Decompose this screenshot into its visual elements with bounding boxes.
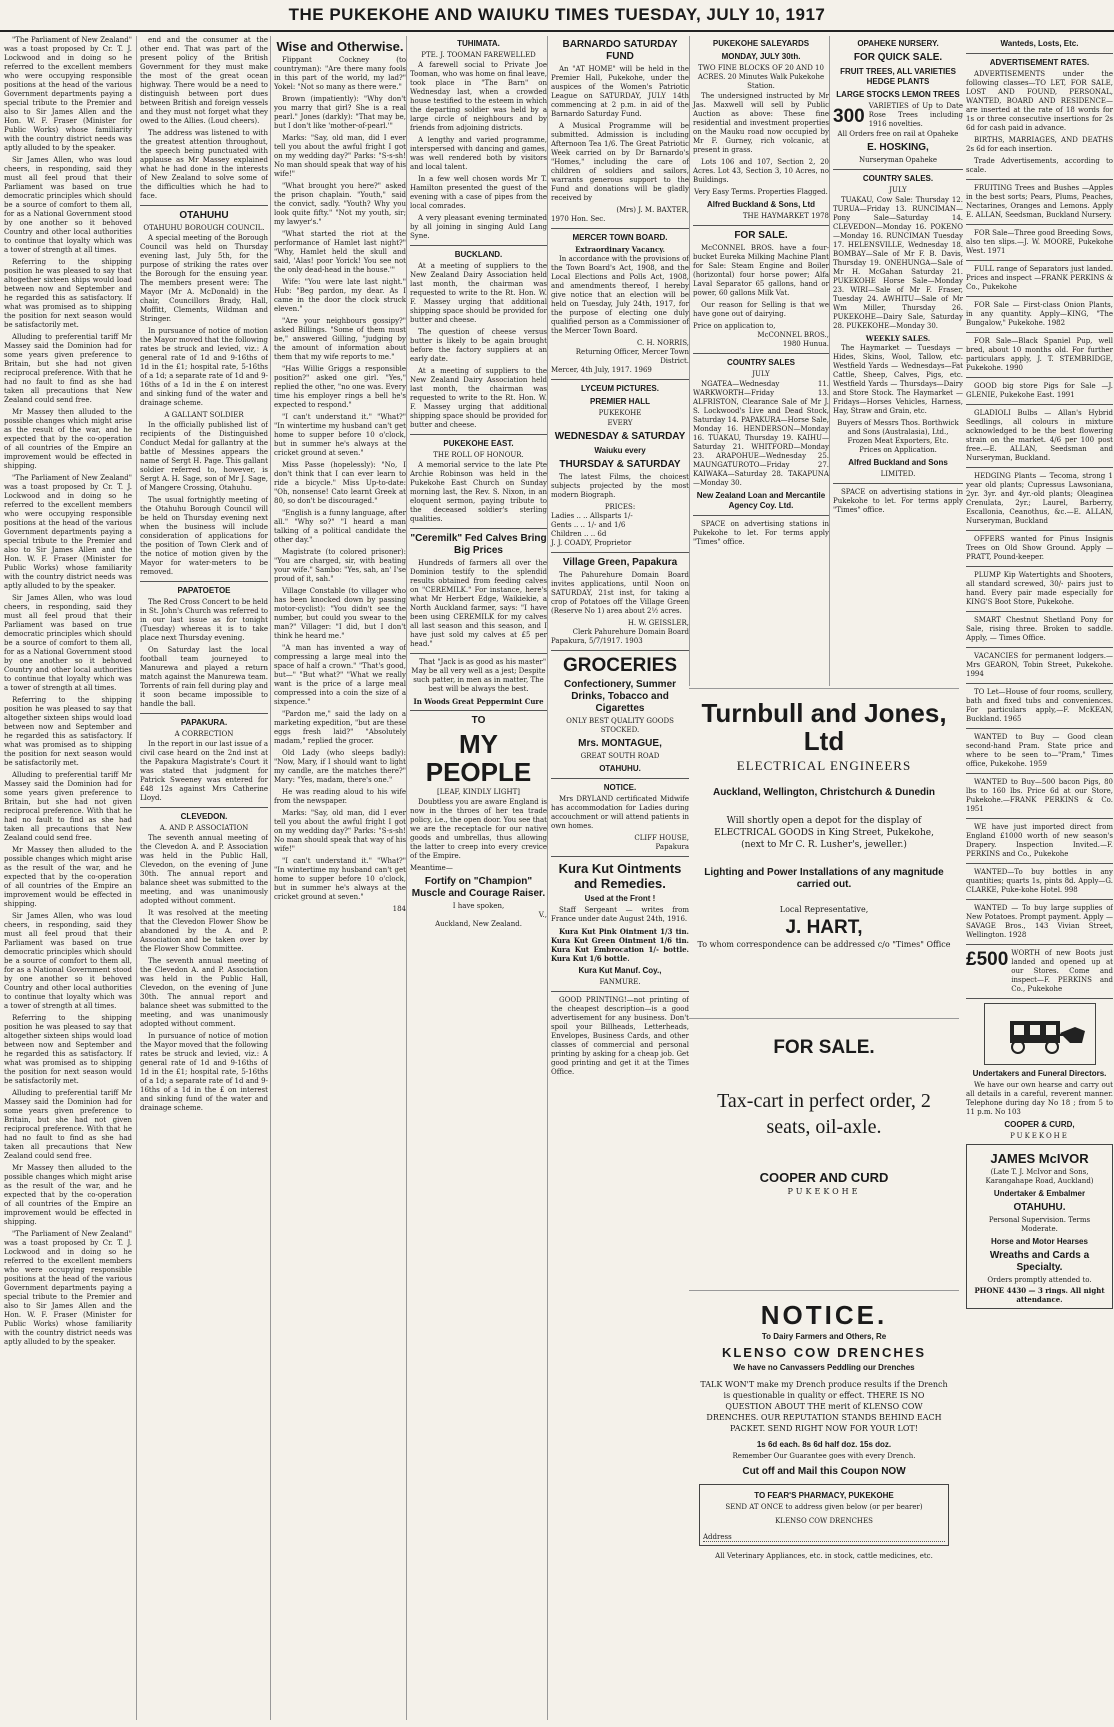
ad-address: GREAT SOUTH ROAD bbox=[580, 752, 660, 760]
article-paragraph: A special meeting of the Borough Council was held on Thursday evening last, July 5th, for the purpose of striking the rates over the Borough for the ensuing year. The members present were: The Mayor (Mr A. McDonald) in the chair, Councillors Brady, Hall, Moffitt, Clements, Wildman and Stringer. bbox=[140, 234, 268, 323]
ad-signature: I have spoken, bbox=[452, 902, 505, 910]
ad-signature: (Mrs) J. M. BAXTER, bbox=[616, 206, 689, 214]
ad-date: Papakura, 5/7/1917. 1903 bbox=[551, 637, 643, 645]
ad-body: Tax-cart in perfect order, 2 seats, oil-axle. bbox=[717, 1090, 931, 1138]
hearse-icon bbox=[990, 1009, 1090, 1059]
ad-date: Mercer, 4th July, 1917. 1969 bbox=[551, 366, 652, 374]
classified-ad: OFFERS wanted for Pinus Insignis Trees on Old Show Ground. Apply — PRATT, Pound-keeper. bbox=[966, 535, 1113, 561]
section-heading: OTAHUHU bbox=[179, 210, 229, 221]
ad-heading: GROCERIES bbox=[562, 655, 678, 676]
classified-ad: FOR Sale—Black Spaniel Pup, well bred, about 10 months old. For further particulars apply, J. T. STEMBRIDGE, Pukekohe. 1990 bbox=[966, 337, 1113, 372]
ad-brand: KLENSO COW DRENCHES bbox=[721, 1345, 927, 1360]
ad-body: The undersigned instructed by Mr Jas. Maxwell will sell by Public Auction as above: These fine residential and investment properties on the Mauku road now occupied by Mr F. Gurney, rich volcanic, at present in grass. bbox=[693, 92, 829, 154]
divider bbox=[551, 228, 689, 229]
ad-signature: McCONNEL BROS., bbox=[757, 331, 829, 339]
article-paragraph: In pursuance of notice of motion the Mayor moved that the following rates be struck and levied, viz.: A general rate of 1d and 9-16ths of 1d in the £1; hospital rate, 5-16ths of a 1d; a separate rate of 1d and 9-16ths of a 1d in the £ on interest and sinking fund of the water and drainage scheme. bbox=[140, 1032, 268, 1112]
divider bbox=[966, 260, 1113, 261]
ad-prices: PRICES: bbox=[604, 503, 636, 511]
ad-list: NGATEA—Wednesday 11. WARKWORTH—Friday 13. ALFRISTON, Clearance Sale of Mr J. S. Lockwood's Live and Dead Stock, Saturday 14. PAPAKURA—Horse Sale, Monday 16. HENDERSON—Monday 16. TUAKAU, Thursday 19. KAIHU—Saturday 21. WHITFORD—Monday 23. ARAPOHUE—Wednesday 25. MAUNGATUROTO—Friday 27. KAIWAKA—Saturday 28. TAKAPUNA—Monday 30. bbox=[693, 380, 829, 487]
ad-subheading: WEEKLY SALES. bbox=[865, 334, 931, 343]
ad-body: GOOD PRINTING!—not printing of the cheapest description—is a good advertisement for any business. Don't spoil your Billheads, Letterheads, Envelopes, Business Cards, and other classes of commercial and personal printing by asking for a cheap job. Get good printing and get it at the Times Office. bbox=[551, 996, 689, 1076]
ad-heading: NOTICE. bbox=[760, 1300, 888, 1330]
ad-heading: LYCEUM PICTURES. bbox=[581, 384, 659, 393]
ad-heading: JAMES McIVOR bbox=[990, 1151, 1089, 1166]
ad-body: The Pahurehure Domain Board invites applications, until Noon on SATURDAY, 21st inst, for taking a crop of Potatoes off the Village Green (Reserve No 1) area about 2½ acres. bbox=[551, 571, 689, 615]
article-paragraph: The seventh annual meeting of the Clevedon A. and P. Association was held in the Public Hall, Clevedon, on the evening of June 30th. The annual report and balance sheet was submitted to the meeting, and was unanimously adopted without comment. bbox=[140, 957, 268, 1028]
divider bbox=[140, 713, 268, 714]
article-paragraph: Referring to the shipping position he was pleased to say that altogether sixteen ships would load between now and September and he regarded this as satisfactory. If what was promised as to shipping the position for next season would be satisfactorily met. bbox=[4, 258, 132, 329]
article-paragraph: Referring to the shipping position he was pleased to say that altogether sixteen ships would load between now and September and he regarded this as satisfactory. If what was promised as to shipping the position for next season would be satisfactorily met. bbox=[4, 1014, 132, 1085]
article-paragraph: The seventh annual meeting of the Clevedon A. and P. Association was held in the Public Hall, Clevedon, on the evening of June 30th. The annual report and balance sheet was submitted to the meeting, and was unanimously adopted without comment. bbox=[140, 834, 268, 905]
article-paragraph: "Has Willie Griggs a responsible position?" asked one girl. "Yes," replied the other, "no one was. Every time his employer rings a bell he's expected to respond." bbox=[274, 365, 406, 409]
ad-price-row: Children .. .. 6d bbox=[551, 530, 607, 538]
ad-heading: FOR SALE. bbox=[734, 230, 788, 241]
ad-body: Our reason for Selling is that we have gone out of dairying. bbox=[693, 301, 829, 318]
article-paragraph: Referring to the shipping position he was pleased to say that altogether sixteen ships would load between now and September and he regarded this as satisfactory. If what was promised as to shipping the position for next season would be satisfactorily met. bbox=[4, 696, 132, 767]
classified-ad: WORTH of new Boots just landed and opened up at our Stores. Come and inspect—F. PERKINS and Co., Pukekohe bbox=[1011, 949, 1113, 993]
ad-signature: LIMITED. bbox=[880, 470, 916, 478]
ad-price-row: Ladies .. .. Allsparts 1/- bbox=[551, 512, 633, 520]
column-3 bbox=[270, 36, 406, 1720]
divider bbox=[551, 991, 689, 992]
section-heading: Wise and Otherwise. bbox=[276, 39, 404, 54]
ad-signature: THE HAYMARKET 1978 bbox=[742, 212, 829, 220]
classified-ad: FULL range of Separators just landed. Prices and inspect —FRANK PERKINS & Co., Pukekohe bbox=[966, 265, 1113, 291]
divider bbox=[966, 773, 1113, 774]
ad-price-row: Gents .. .. 1/- and 1/6 bbox=[551, 521, 626, 529]
classified-ad: FOR Sale — First-class Onion Plants, in any quantity. Apply—KING, "The Bungalow," Pukekohe. 1982 bbox=[966, 301, 1113, 327]
section-subheading: THE ROLL OF HONOUR. bbox=[433, 451, 524, 459]
ad-body: Prices on Application. bbox=[859, 446, 937, 454]
ad-heading: Wreaths and Cards a Specialty. bbox=[989, 1250, 1090, 1273]
divider bbox=[966, 530, 1113, 531]
divider bbox=[833, 483, 963, 484]
classified-ad-500 bbox=[966, 949, 1113, 994]
ad-heading: MERCER TOWN BOARD. bbox=[572, 233, 668, 242]
ad-heading: Turnbull and Jones, Ltd bbox=[701, 698, 947, 756]
divider bbox=[410, 710, 547, 711]
ad-heading: PUKEKOHE SALEYARDS bbox=[712, 39, 810, 48]
article-paragraph: Mr Massey then alluded to the possible changes which might arise as the result of the war, and he expected that by the co-operation of all countries of the Empire an improvement would be effected in shipping. bbox=[4, 846, 132, 908]
ad-body: The latest Films, the choicest subjects projected by the most modern Biograph. bbox=[551, 473, 689, 499]
column-7 bbox=[829, 36, 963, 686]
classified-ad: WANTED—To buy bottles in any quantities; quarts 1s, pints 8d. Apply—G. CLARKE, Puke-kohe Hotel. 998 bbox=[966, 868, 1113, 894]
article-paragraph: Sir James Allen, who was loud cheers, in responding, said they must all feel proud that their Parliament was based on true democratic principles which should be a source of comfort to them all, for as a National Government stood by one another so it behoved Country and other local authorities to continue that loyalty which was a tower of strength at all times. bbox=[4, 912, 132, 1010]
ad-heading: "Ceremilk" Fed Calves Bring Big Prices bbox=[410, 533, 547, 556]
ad-place: FANMURE. bbox=[599, 978, 641, 986]
divider bbox=[693, 225, 829, 226]
ad-subheading: ELECTRICAL ENGINEERS bbox=[736, 758, 912, 773]
article-paragraph: A very pleasant evening terminated by all joining in singing Auld Lang Syne. bbox=[410, 214, 547, 240]
ad-body: Hundreds of farmers all over the Dominion testify to the splendid results obtained from feeding calves on "CEREMILK." For instance, here's what Mr Herbert Edge, Waikiekie, a North Auckland farmer, says: "I have been using CEREMILK for my calves all last season and this season, and I have just sold my calves at £5 per head." bbox=[410, 559, 547, 648]
divider bbox=[140, 581, 268, 582]
classified-ad: WE have just imported direct from England £1000 worth of new season's Drapery. Inspection Invited.—F. PERKINS and Co., Pukekohe bbox=[966, 823, 1113, 858]
ad-heading: COUNTRY SALES. bbox=[862, 174, 934, 183]
divider bbox=[551, 778, 689, 779]
ad-cities: Auckland, Wellington, Christchurch & Dunedin bbox=[712, 787, 936, 798]
ad-heading: COUNTRY SALES bbox=[726, 358, 795, 367]
ad-signature: Alfred Buckland & Sons, Ltd bbox=[706, 200, 815, 209]
ad-rep: Local Representative, bbox=[779, 905, 869, 914]
section-subheading: A. AND P. ASSOCIATION bbox=[159, 824, 249, 832]
ad-heading: OPAHEKE NURSERY. bbox=[857, 39, 939, 48]
ad-waiuku: Waiuku every bbox=[594, 446, 646, 455]
ad-heading: NOTICE. bbox=[603, 783, 637, 792]
article-paragraph: "What started the riot at the performance of Hamlet last night?" "Why, Hamlet held the skull and said, 'Alas! poor Yorick! You see not the only dead-head in the house.'" bbox=[274, 230, 406, 274]
divider bbox=[693, 515, 829, 516]
ad-body: Frozen Meat Exporters, Etc. bbox=[847, 437, 949, 445]
ad-subheading: Used at the Front ! bbox=[584, 894, 656, 903]
ad-name: Mrs. MONTAGUE, bbox=[578, 738, 662, 749]
ad-signature: PUKEKOHE bbox=[787, 1187, 861, 1196]
divider bbox=[140, 807, 268, 808]
ad-signature: 1980 Hunua. bbox=[782, 340, 829, 348]
article-paragraph: "The Parliament of New Zealand" was a toast proposed by Cr. T. J. Lockwood and in doing so he referred to the excellent members who were occupying responsible positions at the head of the various Government departments paying a special tribute to the Premier and also to Sir James Allen and the Hon. W. F. Fraser (Minister for Public Works) whose familiarity with the country district needs was aptly alluded to by the speaker. bbox=[4, 1230, 132, 1346]
classified-ad: FOR Sale—Three good Breeding Sows, also ten slips.—J. W. MOORE, Pukekohe West. 1971 bbox=[966, 229, 1113, 255]
classified-ad: WANTED — To buy large supplies of New Potatoes. Prompt payment. Apply — SAVAGE Bros., 143 Vivian Street, Wellington. 1928 bbox=[966, 904, 1113, 939]
ad-body: We have no Canvassers Peddling our Drenches bbox=[733, 1363, 915, 1372]
article-paragraph: Alluding to preferential tariff Mr Massey said the Dominion had for some years given preference to Britain, but she had not given reciprocal preference. With that he had no fault to find as she had taken all precautions that New Zealand could send free. bbox=[4, 771, 132, 842]
ad-maker: Kura Kut Manuf. Coy., bbox=[578, 966, 662, 975]
article-paragraph: The usual fortnightly meeting of the Otahuhu Borough Council will be held on Thursday evening next when the business will include consideration of applications for the position of Town Clerk and of the notice of motion given by the Mayor for water-meters to be removed. bbox=[140, 496, 268, 576]
article-paragraph: "A man has invented a way of compressing a large meal into the space of half a crown." "That's good, but—" "But what?" "What we really want is the price of a large meal compressed into a coin the size of a sixpence." bbox=[274, 644, 406, 706]
divider bbox=[410, 245, 547, 246]
section-heading: Wanteds, Losts, Etc. bbox=[1000, 39, 1079, 48]
ad-signature: Papakura bbox=[655, 843, 689, 851]
ad-heading: FOR SALE. bbox=[773, 1037, 875, 1058]
article-paragraph: Alluding to preferential tariff Mr Massey said the Dominion had for some years given preference to Britain, but she had not given reciprocal preference. With that he had no fault to find as she had taken all precautions that New Zealand could send free. bbox=[4, 1089, 132, 1160]
ad-rep-name: J. HART, bbox=[785, 917, 863, 938]
article-paragraph: On Saturday last the local football team journeyed to Manurewa and played a return match against the Manurewa team. Torrents of rain fell during play and it soon became impossible to handle the ball. bbox=[140, 646, 268, 708]
ad-body: All Orders free on rail at Opaheke bbox=[837, 130, 959, 138]
coupon-to: TO FEAR'S PHARMACY, PUKEKOHE bbox=[754, 1491, 894, 1500]
ad-signature: PUKEKOHE bbox=[1010, 1132, 1069, 1140]
ad-body: Buyers of Messrs Thos. Borthwick and Sons (Australasia), Ltd., bbox=[837, 419, 959, 436]
ad-subheading: (Late T. J. McIvor and Sons, Karangahape Road, Auckland) bbox=[985, 1168, 1094, 1185]
classified-ad: GOOD big store Pigs for Sale —J. GLENIE, Pukekohe East. 1991 bbox=[966, 382, 1113, 399]
ad-town: OTAHUHU. bbox=[1013, 1202, 1066, 1213]
ad-signature: 1970 Hon. Sec. bbox=[551, 215, 606, 223]
article-paragraph: A farewell social to Private Joe Tooman, who was home on final leave, took place in "The Barn" on Wednesday last, when a crowded house testified to the esteem in which the departing soldier was held by a large circle of neighbours and by friends from adjoining districts. bbox=[410, 61, 547, 132]
divider bbox=[966, 332, 1113, 333]
ad-body: ADVERTISEMENTS under the following classes—TO LET, FOR SALE, LOST AND FOUND, PERSONAL, WANTED, BOARD AND RESIDENCE—are inserted at the rate of 18 words for 1s or three consecutive insertions for 2s 6d for cash paid in advance. bbox=[966, 70, 1113, 132]
column-end-number: 184 bbox=[392, 905, 406, 913]
article-paragraph: It was resolved at the meeting that the Clevedon Flower Show be abandoned by the A. and P. Association and be taken over by the Flower Show Committee. bbox=[140, 909, 268, 953]
ad-place: Auckland, New Zealand. bbox=[435, 920, 522, 928]
article-paragraph: "The Parliament of New Zealand" was a toast proposed by Cr. T. J. Lockwood and in doing so he referred to the excellent members who were occupying responsible positions at the head of the various Government departments paying a special tribute to the Premier and also to Sir James Allen and the Hon. W. F. Fraser (Minister for Public Works) whose familiarity with the country district needs was aptly alluded to by the speaker. bbox=[4, 474, 132, 590]
article-paragraph: In the officially published list of recipients of the Distinguished Conduct Medal for gallantry at the battle of Messines appears the name of Sergt H. Page. This gallant soldier referred to, however, is Sergt A. H. Sage, son of Mr J. Sage, of Mangere Crossing, Otahuhu. bbox=[140, 421, 268, 492]
ad-body: Personal Supervision. Terms Moderate. bbox=[988, 1216, 1091, 1233]
mcivor-ad bbox=[966, 1144, 1113, 1309]
ad-date: MONDAY, JULY 30th. bbox=[721, 52, 801, 61]
divider bbox=[410, 653, 547, 654]
divider bbox=[551, 379, 689, 380]
article-paragraph: Mr Massey then alluded to the possible changes which might arise as the result of the war, and he expected that by the co-operation of all countries of the Empire an improvement would be effected in shipping. bbox=[4, 1164, 132, 1226]
ad-signature: Nurseryman Opaheke bbox=[859, 156, 937, 164]
column-6 bbox=[689, 36, 829, 686]
divider bbox=[966, 404, 1113, 405]
divider bbox=[966, 611, 1113, 612]
ad-body: ONLY BEST QUALITY GOODS STOCKED. bbox=[566, 717, 674, 734]
divider bbox=[140, 205, 268, 206]
divider bbox=[966, 224, 1113, 225]
hearse-illustration bbox=[984, 1003, 1096, 1065]
ad-body: Mrs DRYLAND certificated Midwife has accommodation for Ladies during accouchment or will attend patients in own homes. bbox=[551, 795, 689, 830]
ad-month: JULY bbox=[752, 370, 770, 378]
ad-month: JULY bbox=[889, 186, 907, 194]
ad-subheading: Extraordinary Vacancy. bbox=[575, 245, 665, 254]
ad-body: Lots 106 and 107, Section 2, 20 Acres. Lot 43, Section 3, 10 Acres, no Buildings. bbox=[693, 158, 829, 184]
ad-subheading: FOR QUICK SALE. bbox=[853, 52, 943, 63]
column-2 bbox=[136, 36, 268, 1720]
article-paragraph: Village Constable (to villager who has been knocked down by passing motor-cyclist): "You didn't see the number, but could you swear to the man?" Villager: "I did, but I don't think he heard me." bbox=[274, 587, 406, 640]
ad-heading: Undertakers and Funeral Directors. bbox=[972, 1069, 1107, 1078]
ad-body: Horse and Motor Hearses bbox=[991, 1237, 1088, 1246]
ad-body: In accordance with the provisions of the Town Board's Act, 1908, and the Local Elections and Polls Act, 1908, and amendments thereof, I hereby give notice that an election will be held on Tuesday, July 24th, 1917, for the purpose of electing one duly qualified person as a Commissioner of the Mercer Town Board. bbox=[551, 255, 689, 335]
divider bbox=[966, 899, 1113, 900]
divider bbox=[410, 434, 547, 435]
ad-body: The Haymarket — Tuesdays — Hides, Skins, Wool, Tallow, etc. Westfield Yards — Wednesdays—Fat Cattle, Sheep, Calves, Pigs, etc. Westfield Yards — Thursdays—Dairy and Store Stock. The Haymarket — Fridays—Horses Vehicles, Harness, Hay, Straw and Grain, etc. bbox=[833, 344, 963, 415]
article-paragraph: "What brought you here?" asked the prison chaplain. "Youth," said the convict, sadly. "Youth? Why you look quite fifty." "Not my youth, sir; my lawyer's." bbox=[274, 182, 406, 226]
ad-prices: 1s 6d each. 8s 6d half doz. 15s doz. bbox=[756, 1440, 892, 1449]
divider bbox=[966, 566, 1113, 567]
ad-body: Staff Sergeant — writes from France under date August 24th, 1916. bbox=[551, 906, 689, 923]
ad-signature: COOPER & CURD, bbox=[1004, 1120, 1075, 1129]
ad-number: 300 bbox=[833, 105, 865, 127]
ad-body: An "AT HOME" will be held in the Premier Hall, Pukekohe, under the auspices of the Women's Patriotic League on SATURDAY, JULY 14th commencing at 2 p.m. in aid of the Barnardo Saturday Fund. bbox=[551, 65, 689, 118]
ad-place: PUKEKOHE bbox=[598, 409, 642, 417]
ad-body: Trade Advertisements, according to scale. bbox=[966, 157, 1113, 174]
article-paragraph: "I can't understand it." "What?" "In wintertime my husband can't get home to supper before 10 o'clock, but in summer he's always at the cricket ground at seven." bbox=[274, 857, 406, 901]
ad-items: Kura Kut Pink Ointment 1/3 tin. Kura Kut Green Ointment 1/6 tin. Kura Kut Embrocation 1/- bottle. Kura Kut 1/6 bottle. bbox=[551, 927, 689, 963]
article-paragraph: "English is a funny language, after all." "Why so?" "I heard a man talking of a political candidate the other day." bbox=[274, 509, 406, 544]
article-paragraph: He was reading aloud to his wife from the newspaper. bbox=[274, 788, 406, 805]
ad-subheading: [LEAF, KINDLY LIGHT] bbox=[436, 788, 521, 796]
ad-phone: PHONE 4430 — 3 rings. All night attendance. bbox=[974, 1286, 1105, 1304]
classified-ad: VACANCIES for permanent lodgers.—Mrs GEARON, Tobin Street, Pukekohe. 1994 bbox=[966, 652, 1113, 678]
coupon-send: SEND AT ONCE to address given below (or per bearer) bbox=[725, 1503, 923, 1511]
divider bbox=[966, 377, 1113, 378]
ad-varieties bbox=[833, 102, 963, 129]
ad-signature: E. HOSKING, bbox=[867, 142, 929, 153]
classified-ad: WANTED to Buy — Good clean second-hand Pram. State price and where to be seen to—"Pram," Times office, Pukekohe. 1959 bbox=[966, 733, 1113, 768]
column-5 bbox=[547, 36, 689, 1720]
section-heading: TUHIMATA. bbox=[457, 39, 500, 48]
article-paragraph: In the report in our last issue of a civil case heard on the 2nd inst at the Papakura Magistrate's Court it was stated that judgment for Patrick Sweeney was entered for £48 12s against Mrs Catherine Lloyd. bbox=[140, 740, 268, 802]
ad-body: Will shortly open a depot for the display of ELECTRICAL GOODS in King Street, Pukekohe, (next to Mr C. R. Lusher's, jeweller.) bbox=[714, 816, 934, 850]
ad-signature: New Zealand Loan and Mercantile Agency Coy. Ltd. bbox=[696, 491, 826, 510]
ad-signature: V., bbox=[538, 911, 547, 919]
article-paragraph: A lengthy and varied programme, interspersed with dancing and games, was well rendered both by visitors and local talent. bbox=[410, 136, 547, 171]
article-paragraph: A memorial service to the late Pte Archie Robinson was held in the Pukekohe East Church on Sunday morning last, the Rev. S. Nixon, in an eloquent sermon, paying tribute to the deceased soldier's sterling qualities. bbox=[410, 461, 547, 523]
ad-heading: Kura Kut Ointments and Remedies. bbox=[558, 861, 682, 891]
ad-body: We have our own hearse and carry out all details in a careful, reverent manner. Telephone during day No 18 ; from 5 to 11 p.m. No 103 bbox=[966, 1081, 1113, 1116]
divider bbox=[966, 179, 1113, 180]
classified-ad: HEDGING Plants — Tecoma, strong 1 year old plants; Cupressus Lawsoniana, 2yr. 3yr. and 4yr.-old plants; Oleaginea Crenulata, 2yr.; Laurel, Barberry, Escallonia, Ceanothus, &c.—E. ALLAN, Nurseryman, Buckland bbox=[966, 472, 1113, 525]
section-subheading: A CORRECTION bbox=[174, 730, 234, 738]
section-subheading: A GALLANT SOLDIER bbox=[164, 411, 244, 419]
article-paragraph: Mr Massey then alluded to the possible changes which might arise as the result of the war, and he expected that by the co-operation of all countries of the Empire an improvement would be effected in shipping. bbox=[4, 408, 132, 470]
ad-signature: Returning Officer, Mercer Town District. bbox=[575, 348, 689, 365]
ad-body: TWO FINE BLOCKS OF 20 AND 10 ACRES. 20 Minutes Walk Pukekohe Station. bbox=[697, 64, 825, 90]
ad-body: SPACE on advertising stations in Pukekohe to let. For terms apply "Times" office. bbox=[833, 488, 963, 514]
classified-ad: FRUITING Trees and Bushes —Apples in the best sorts; Pears, Plums, Peaches, Nectarines, Oranges and Lemons. Apply E. ALLAN, Seedsman, Buckland Nursery. bbox=[966, 184, 1113, 219]
ad-signature: Alfred Buckland and Sons bbox=[848, 458, 948, 467]
ad-signature: CLIFF HOUSE, bbox=[634, 834, 689, 842]
section-heading: PAPAKURA. bbox=[180, 718, 228, 727]
article-paragraph: "The Parliament of New Zealand" was a toast proposed by Cr. T. J. Lockwood and in doing so he referred to the excellent members who were occupying responsible positions at the head of the various Government departments paying a special tribute to the Premier and also to Sir James Allen and the Hon. W. F. Fraser (Minister for Public Works) whose familiarity with the country district needs was aptly alluded to by the speaker. bbox=[4, 36, 132, 152]
article-paragraph: The Red Cross Concert to be held in St. John's Church was referred to in our last issue as for tonight (Tuesday) whereas it is to take place next Thursday evening. bbox=[140, 598, 268, 642]
column-1 bbox=[4, 36, 132, 1720]
divider bbox=[833, 169, 963, 170]
divider bbox=[966, 863, 1113, 864]
article-paragraph: In a few well chosen words Mr T. Hamilton presented the guest of the evening with a case of pipes from the local comrades. bbox=[410, 175, 547, 210]
section-heading: CLEVEDON. bbox=[180, 812, 228, 821]
divider bbox=[966, 53, 1113, 54]
ad-signature: C. H. NORRIS, bbox=[636, 339, 689, 347]
coupon bbox=[699, 1484, 949, 1546]
article-paragraph: The address was listened to with the greatest attention throughout, the speech being punctuated with applause as Mr Massey explained what he had done in the interests of New Zealand to solve some of the difficulties which he had to face. bbox=[140, 129, 268, 200]
article-paragraph: "Pardon me," said the lady on a marketing expedition, "but are these eggs fresh laid?" "Absolutely madam," replied the grocer. bbox=[274, 710, 406, 745]
article-paragraph: Brown (impatiently): "Why don't you marry that girl? She is a real pearl." Jones (darkly): "That may be, but I don't like 'mother-of-pearl.'" bbox=[274, 95, 406, 130]
ad-subheading: To Dairy Farmers and Others, Re bbox=[761, 1332, 887, 1341]
ad-town: OTAHUHU. bbox=[599, 764, 641, 773]
divider bbox=[966, 818, 1113, 819]
divider bbox=[966, 647, 1113, 648]
column-8 bbox=[963, 36, 1113, 1720]
article-paragraph: At a meeting of suppliers to the New Zealand Dairy Association held last month, the chairman was requested to write to the Rt. Hon. W. F. Massey urging that additional shipping space should be provided for butter and cheese. bbox=[410, 367, 547, 429]
ad-days: WEDNESDAY & SATURDAY bbox=[554, 431, 686, 442]
ad-body: BIRTHS, MARRIAGES, AND DEATHS 2s 6d for each insertion. bbox=[966, 136, 1113, 153]
article-paragraph: Sir James Allen, who was loud cheers, in responding, said they must all feel proud that their Parliament was based on true democratic principles which should be a source of comfort to them all, for as a National Government stood by one another so it behoved Country and other local authorities to continue that loyalty which was a tower of strength at all times. bbox=[4, 156, 132, 254]
ad-body: Lighting and Power Installations of any magnitude carried out. bbox=[704, 867, 944, 890]
ad-body: McCONNEL BROS. have a four-bucket Eureka Milking Machine Plant for Sale: Steam Engine and Boiler (horizontal) four horse power; Alfa Laval Separator 65 gallons, hand or power, 60 gallons Milk Vat. bbox=[693, 244, 829, 297]
ad-heading: Fortify on "Champion" Muscle and Courage Raiser. bbox=[411, 876, 546, 899]
divider bbox=[966, 683, 1113, 684]
section-heading: PAPATOETOE bbox=[177, 586, 231, 595]
ad-signature: Clerk Pahurehure Domain Board bbox=[572, 628, 689, 636]
divider bbox=[693, 353, 829, 354]
ad-heading: BARNARDO SATURDAY FUND bbox=[562, 39, 678, 62]
divider bbox=[966, 467, 1113, 468]
article-paragraph: Marks: "Say, old man, did I ever tell you about the awful fright I got on my wedding day?" Parks: "S-s-sh! No man should speak that way of his wife!" bbox=[274, 809, 406, 853]
article-paragraph: end and the consumer at the other end. That was part of the present policy of the British Government for they must make the most of the great ocean highway. There would be a need to distinguish between port dues between British and foreign vessels and they must not forget what they owed to the Allies. (Loud cheers). bbox=[140, 36, 268, 125]
article-paragraph: Flippant Cockney (to countryman): "Are there many fools in this part of the world, my lad?" Yokel: "Not so many as there were." bbox=[274, 56, 406, 91]
divider bbox=[966, 728, 1113, 729]
classified-ad: PLUMP Kip Watertights and Shooters, all standard screwed, 30/- pairs just to hand. Every pair made especially for KING'S Boot Store, Pukekohe. bbox=[966, 571, 1113, 606]
poem: That "Jack is as good as his master" May be all very well as a jest; Despite such patter, in men as in matter, The best will be always the best. bbox=[411, 658, 547, 693]
poem-end: In Woods Great Peppermint Cure bbox=[413, 697, 544, 706]
section-heading: BUCKLAND. bbox=[454, 250, 503, 259]
ad-body: Remember Our Guarantee goes with every Drench. bbox=[732, 1452, 916, 1460]
column-4 bbox=[406, 36, 547, 1720]
ad-cut-coupon: Cut off and Mail this Coupon NOW bbox=[742, 1466, 906, 1477]
ad-signature: COOPER AND CURD bbox=[759, 1170, 889, 1185]
article-paragraph: Marks: "Say, old man, did I ever tell you about the awful fright I got on my wedding day?" Parks: "S-s-sh! No man should speak that way of his wife!" bbox=[274, 134, 406, 178]
tax-cart-ad bbox=[689, 1018, 959, 1289]
ad-body: Very Easy Terms. Properties Flagged. bbox=[694, 188, 828, 196]
coupon-address: Address bbox=[703, 1533, 945, 1542]
classified-ad: GLADIOLI Bulbs — Allan's Hybrid Seedlings, all colours in mixture acknowledged to be the best flowering strain on the market. 4/6 per 100 post free.—E. ALLAN, Seedsman and Nurseryman, Buckland. bbox=[966, 409, 1113, 462]
divider bbox=[410, 528, 547, 529]
ad-body: TALK WON'T make my Drench produce results if the Drench is questionable in quality or effect. THERE IS NO QUESTION ABOUT THE merit of KLENSO COW DRENCHES. OUR REPUTATION STANDS BEHIND EACH PACKET. SEND RIGHT NOW FOR YOUR LOT! bbox=[700, 1380, 948, 1433]
divider bbox=[966, 296, 1113, 297]
article-paragraph: Sir James Allen, who was loud cheers, in responding, said they must all feel proud that their Parliament was based on true democratic principles which should be a source of comfort to them all, for as a National Government stood by one another so it behoved Country and other local authorities to continue that loyalty which was a tower of strength at all times. bbox=[4, 594, 132, 692]
article-paragraph: At a meeting of suppliers to the New Zealand Dairy Association held last month, the chairman was requested to write to the Rt. Hon. W. F. Massey urging that additional shipping space should be provided for butter and cheese. bbox=[410, 262, 547, 324]
ad-subheading: PREMIER HALL bbox=[590, 397, 650, 406]
section-subheading: OTAHUHU BOROUGH COUNCIL. bbox=[143, 224, 265, 232]
article-paragraph: Miss Passe (hopelessly): "No, I don't think that I can ever learn to ride a bicycle." Miss Up-to-date: "Oh, nonsense! Cato learnt Greek at 80, so don't be discouraged." bbox=[274, 461, 406, 505]
ad-heading: MY PEOPLE bbox=[425, 729, 532, 787]
ad-body: Orders promptly attended to. bbox=[987, 1276, 1092, 1284]
ad-heading: Village Green, Papakura bbox=[562, 557, 678, 568]
coupon-product: KLENSO COW DRENCHES bbox=[775, 1517, 873, 1525]
divider bbox=[966, 998, 1113, 999]
ad-body: Doubtless you are aware England is now in the throes of her tea trade policy, i.e., the open door. You see that we are the receptacle for our native goods and umbrellas, thus allowing the latter to creep into every crevice of the Empire. bbox=[410, 798, 547, 860]
divider bbox=[551, 856, 689, 857]
masthead bbox=[0, 0, 1114, 32]
classified-ad: SMART Chestnut Shetland Pony for Sale, rising three. Broken to saddle. Apply, — Times Office. bbox=[966, 616, 1113, 642]
ad-heading: ADVERTISEMENT RATES. bbox=[989, 58, 1090, 67]
ad-body: SPACE on advertising stations in Pukekohe to let. For terms apply "Times" office. bbox=[693, 520, 829, 546]
ad-number-text: VARIETIES of Up to Date Rose Trees including 1916 novelties. bbox=[868, 102, 963, 128]
ad-subheading: Confectionery, Summer Drinks, Tobacco and Cigarettes bbox=[563, 679, 677, 714]
ad-list: TUAKAU, Cow Sale: Thursday 12. TURUA—Friday 13. RUNCIMAN—Pony Sale—Saturday 14. CLEVEDON—Monday 16. POKENO—Monday 16. RUNCIMAN Tuesday 17. HELENSVILLE, Wednesday 18. BOMBAY—Sale of Mr F. B. Davis, Thursday 19. ONEHUNGA—Sale of Mr H. McGahan Saturday 21. PUKEKOHE Horse Sale—Monday 23. WIRI—Sale of Mr F. Fraser, Tuesday 24. AWHITU—Sale of Mr Wm Miller, Thursday 26. PUKEKOHE—Dairy Sale, Saturday 28. PUKEKOHE—Monday 30. bbox=[833, 196, 963, 330]
ad-every: EVERY bbox=[607, 419, 633, 427]
article-paragraph: Alluding to preferential tariff Mr Massey said the Dominion had for some years given preference to Britain, but she had not given reciprocal preference. With that he had no fault to find as she had taken all precautions that New Zealand could send free. bbox=[4, 333, 132, 404]
article-paragraph: "I can't understand it." "What?" "In wintertime my husband can't get home to supper before 10 o'clock, but in summer he's always at the cricket ground at seven." bbox=[274, 413, 406, 457]
divider bbox=[551, 650, 689, 651]
klenso-notice-ad bbox=[689, 1290, 959, 1721]
ad-body: Price on application to, bbox=[693, 322, 776, 330]
ad-footer: All Veterinary Appliances, etc. in stock, cattle medicines, etc. bbox=[715, 1552, 933, 1560]
ad-body: A Musical Programme will be submitted. Admission is including Afternoon Tea 1/6. The Great Patriotic Week carried on by Dr Barnardo's "Homes," including the care of children of soldiers and sailors, warrants generous support to the Fund and donations will be gladly received by bbox=[551, 122, 689, 202]
article-paragraph: "Are your neighbours gossipy?" asked Billings. "Some of them must be," answered Gilling, "judging by the amount of information about them that my wife reports to me." bbox=[274, 317, 406, 361]
ad-body-end: Meantime— bbox=[410, 864, 453, 872]
article-paragraph: In pursuance of notice of motion the Mayor moved that the following rates be struck and levied, viz.: A general rate of 1d and 9-16ths of 1d in the £1; hospital rate, 5-16ths of a 1d; a separate rate of 1d and 9-16ths of a 1d in the £ on interest and sinking fund of the water and drainage scheme. bbox=[140, 327, 268, 407]
section-subheading: PTE. J. TOOMAN FAREWELLED bbox=[421, 51, 536, 59]
masthead-title: THE PUKEKOHE AND WAIUKU TIMES TUESDAY, JULY 10, 1917 bbox=[288, 5, 826, 24]
ad-body: LARGE STOCKS LEMON TREES bbox=[836, 90, 960, 99]
article-paragraph: Old Lady (who sleeps badly): "Now, Mary, if I should want to light my candle, are the matches there?" Mary: "Yes, madam, there's one." bbox=[274, 749, 406, 784]
article-paragraph: Wife: "You were late last night." Hub: "Beg pardon, my dear. As I came in the door the clock struck eleven." bbox=[274, 278, 406, 313]
ad-body: FRUIT TREES, ALL VARIETIES HEDGE PLANTS bbox=[840, 67, 956, 86]
ad-number: £500 bbox=[966, 949, 1009, 970]
divider bbox=[551, 552, 689, 553]
classified-ad: WANTED to Buy—500 bacon Pigs, 80 lbs to 160 lbs. Price 6d at our Store, Pukekohe.—FRANK PERKINS & Co. 1951 bbox=[966, 778, 1113, 813]
ad-heading-to: TO bbox=[471, 715, 486, 726]
ad-signature: J. J. COADY, Proprietor bbox=[551, 539, 632, 547]
turnbull-jones-ad bbox=[689, 688, 959, 1019]
article-paragraph: The question of cheese versus butter is likely to be again brought before the factory suppliers at an early date. bbox=[410, 328, 547, 363]
ad-role: Undertaker & Embalmer bbox=[993, 1189, 1086, 1198]
article-paragraph: Magistrate (to colored prisoner): "You are charged, sir, with beating your wife." Sambo: "Yes, sah, an' I'se proud of it, sah." bbox=[274, 548, 406, 583]
ad-rep-body: To whom correspondence can be addressed c/o "Times" Office bbox=[697, 940, 951, 949]
ad-signature: H. W. GEISSLER, bbox=[627, 619, 689, 627]
ad-days: THURSDAY & SATURDAY bbox=[559, 459, 681, 470]
classified-ad: TO Let—House of four rooms, scullery, bath and fixed tubs and conveniences. For particulars apply,—F. McKEAN, Buckland. 1965 bbox=[966, 688, 1113, 723]
divider bbox=[966, 944, 1113, 945]
section-heading: PUKEKOHE EAST. bbox=[443, 439, 514, 448]
